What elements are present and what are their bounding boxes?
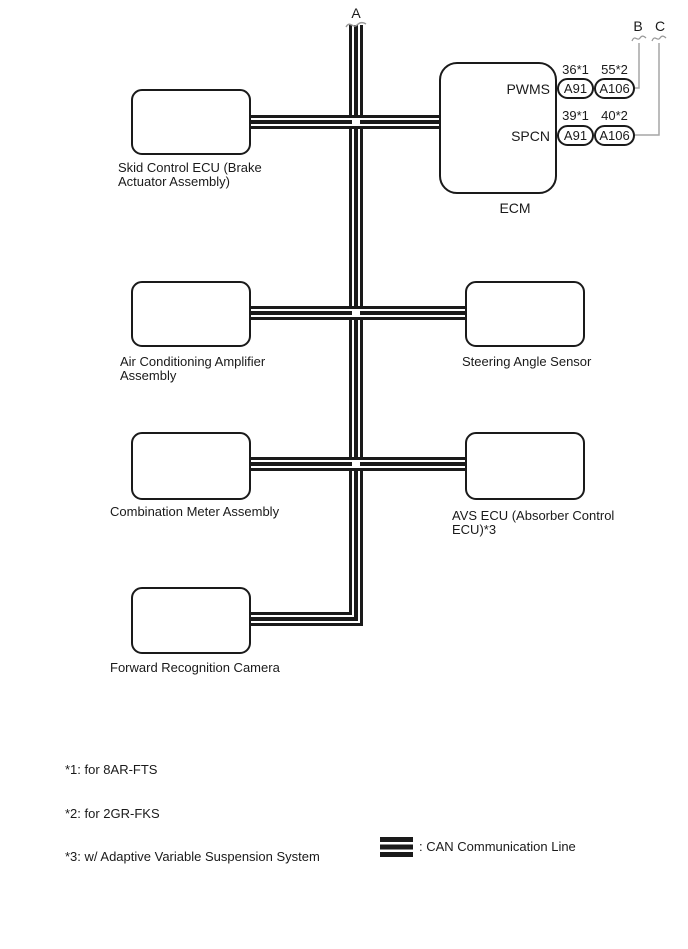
pin-label: 40*2 xyxy=(601,108,628,123)
ecu-box-ac-amplifier xyxy=(131,281,251,347)
ecu-label-avs-ecu: AVS ECU (Absorber Control ECU)*3 xyxy=(452,508,615,537)
ecu-box-skid-control xyxy=(131,89,251,155)
connector-oval-a91: A91 xyxy=(557,78,594,99)
ecu-label-ecm: ECM xyxy=(499,200,531,216)
ecu-box-forward-camera xyxy=(131,587,251,654)
ecm-signal-pwms: PWMS xyxy=(506,81,550,97)
ecu-label-skid-control: Skid Control ECU (Brake Actuator Assembly) xyxy=(118,160,262,189)
connector-oval-a106: A106 xyxy=(594,125,635,146)
ecu-label-combination-meter: Combination Meter Assembly xyxy=(110,504,280,519)
bus-label-a: A xyxy=(351,5,361,21)
note-item-2: *2: for 2GR-FKS xyxy=(65,806,160,821)
note-item-3: *3: w/ Adaptive Variable Suspension System xyxy=(65,849,320,864)
ecu-label-ac-amplifier: Air Conditioning Amplifier Assembly xyxy=(120,354,266,383)
ecu-label-forward-camera: Forward Recognition Camera xyxy=(110,660,280,675)
can-line-icon xyxy=(380,837,413,857)
note-item-1: *1: for 8AR-FTS xyxy=(65,762,158,777)
stub-wire-b xyxy=(633,43,639,88)
ecu-label-steering-angle-sensor: Steering Angle Sensor xyxy=(462,354,592,369)
ecm-signal-spcn: SPCN xyxy=(511,128,550,144)
connector-oval-a106: A106 xyxy=(594,78,635,99)
pin-label: 55*2 xyxy=(601,62,628,77)
pin-label: 39*1 xyxy=(562,108,589,123)
can-bus-line xyxy=(249,25,356,619)
stub-label-b: B xyxy=(633,18,643,34)
legend-text: : CAN Communication Line xyxy=(419,839,576,854)
ecu-box-combination-meter xyxy=(131,432,251,500)
break-mark-icon xyxy=(632,36,646,41)
ecu-box-avs-ecu xyxy=(465,432,585,500)
stub-label-c: C xyxy=(654,18,666,34)
pin-label: 36*1 xyxy=(562,62,589,77)
ecu-box-steering-angle-sensor xyxy=(465,281,585,347)
break-mark-icon xyxy=(652,36,666,41)
connector-oval-a91: A91 xyxy=(557,125,594,146)
